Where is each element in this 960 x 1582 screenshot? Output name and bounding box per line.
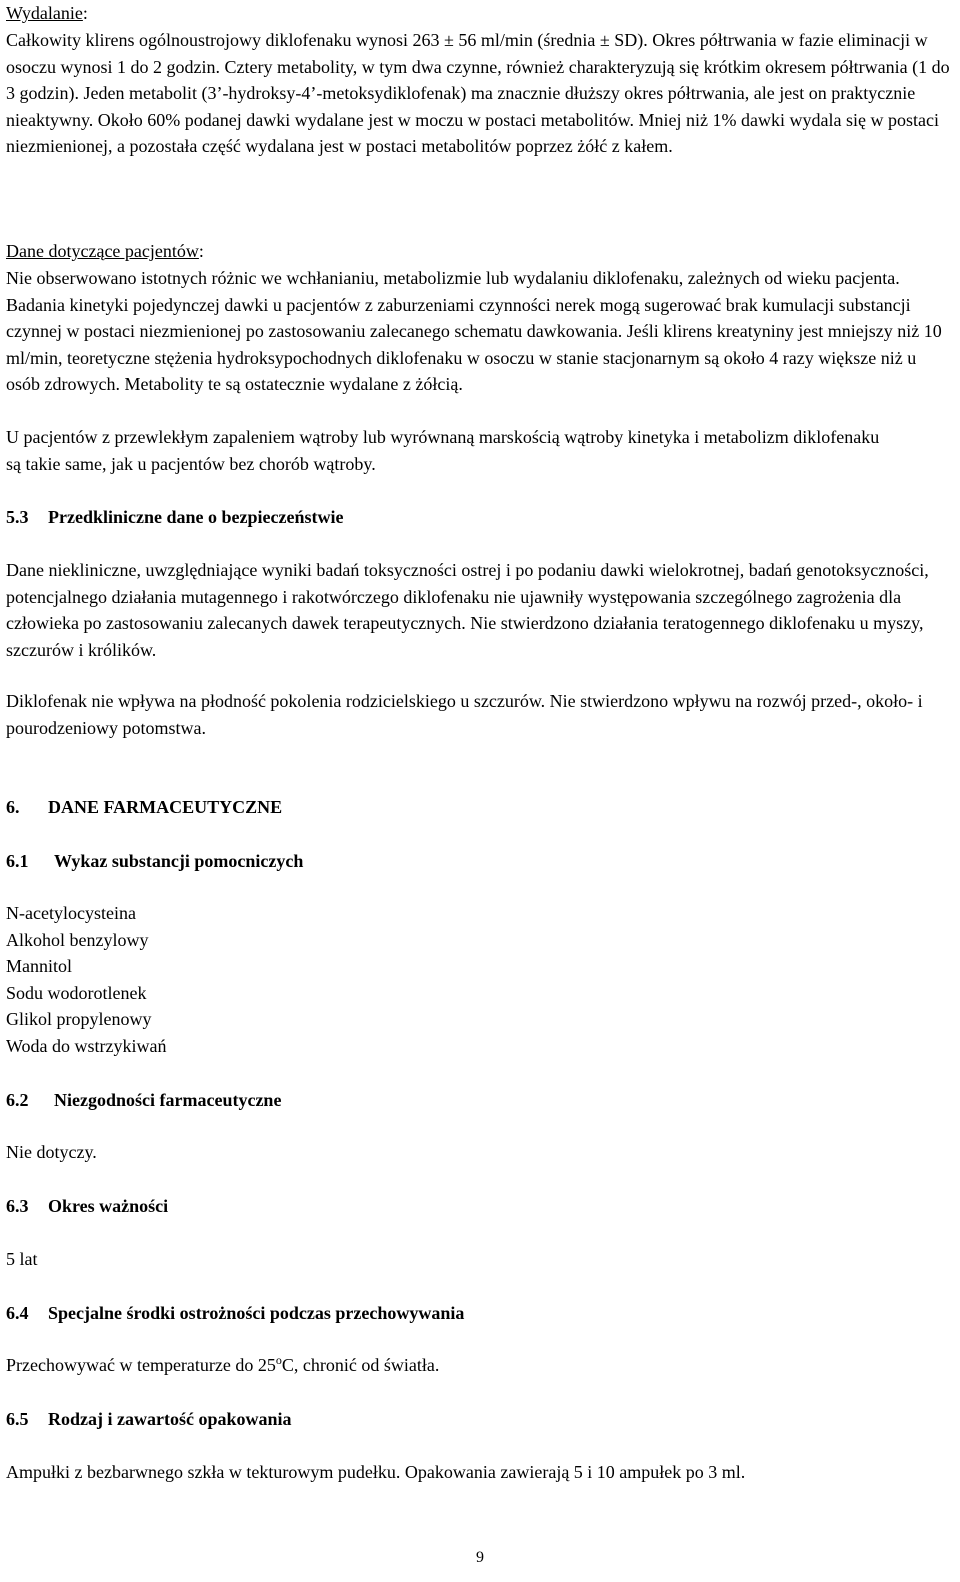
section-6-5-number: 6.5: [6, 1409, 29, 1429]
section-6-2-text: Nie dotyczy.: [6, 1142, 97, 1162]
excretion-heading-colon: :: [82, 3, 88, 23]
patients-paragraph-2: U pacjentów z przewlekłym zapaleniem wątroby lub wyrównaną marskością wątroby kinetyka i metabolizm diklofenaku są takie same, jak u pacjentów bez chorób wątroby.: [6, 427, 880, 474]
section-6-2-heading: [6, 1087, 281, 1114]
excretion-heading: [6, 0, 88, 27]
section-6-5-title: Rodzaj i zawartość opakowania: [48, 1409, 292, 1429]
section-6-4-title: Specjalne środki ostrożności podczas przechowywania: [48, 1303, 465, 1323]
section-6-2-title: Niezgodności farmaceutyczne: [54, 1090, 282, 1110]
section-5-3-paragraph-2: Diklofenak nie wpływa na płodność pokolenia rodzicielskiego u szczurów. Nie stwierdzono wpływu na rozwój przed-, około- i pourodzeniowy potomstwa.: [6, 691, 923, 738]
list-item: Mannitol: [6, 956, 72, 977]
section-6-4-heading: [6, 1300, 464, 1327]
section-6-3-text: 5 lat: [6, 1249, 38, 1269]
excipients-list: [6, 900, 167, 1060]
section-5-3-number: 5.3: [6, 507, 29, 527]
section-5-3-heading: [6, 504, 343, 531]
section-6-1-heading: [6, 848, 303, 875]
section-6-3-title: Okres ważności: [48, 1196, 169, 1216]
section-6-number: 6.: [6, 797, 20, 817]
list-item: Glikol propylenowy: [6, 1009, 152, 1030]
section-6-5-heading: [6, 1406, 292, 1433]
patients-heading: [6, 238, 204, 265]
excretion-heading-text: Wydalanie: [6, 3, 83, 23]
section-6-1-title: Wykaz substancji pomocniczych: [54, 851, 304, 871]
section-6-1-number: 6.1: [6, 851, 29, 871]
patients-heading-text: Dane dotyczące pacjentów: [6, 241, 199, 261]
list-item: N-acetylocysteina: [6, 903, 136, 923]
section-6-2-number: 6.2: [6, 1090, 29, 1110]
patients-paragraph-1: Nie obserwowano istotnych różnic we wchłanianiu, metabolizmie lub wydalaniu diklofenaku, zależnych od wieku pacjenta. Badania kinetyki pojedynczej dawki u pacjentów z zaburzeniami czynności nerek mogą sugerować brak kumulacji substancji czynnej w postaci niezmienionej po zastosowaniu zalecanego schematu dawkowania. Jeśli klirens kreatyniny jest mniejszy niż 10 ml/min, teoretyczne stężenia hydroksypochodnych diklofenaku w osoczu w stanie stacjonarnym są około 4 razy większe niż u osób zdrowych. Metabolity te są ostatecznie wydalane z żółcią.: [6, 268, 942, 395]
section-6-4-number: 6.4: [6, 1303, 29, 1323]
storage-text-after: C, chronić od światła.: [281, 1355, 440, 1375]
degree-superscript: o: [275, 1353, 282, 1367]
section-6-3-heading: [6, 1193, 168, 1220]
section-6-4-text: [6, 1352, 439, 1379]
storage-text-before: Przechowywać w temperaturze do 25: [6, 1355, 276, 1375]
section-6-3-number: 6.3: [6, 1196, 29, 1216]
section-5-3-title: Przedkliniczne dane o bezpieczeństwie: [48, 507, 344, 527]
list-item: Sodu wodorotlenek: [6, 982, 147, 1003]
section-6-title: DANE FARMACEUTYCZNE: [48, 797, 283, 817]
page-number: 9: [476, 1549, 484, 1566]
section-5-3-paragraph-1: Dane niekliniczne, uwzględniające wyniki badań toksyczności ostrej i po podaniu dawki wielokrotnej, badań genotoksyczności, potencjalnego działania mutagennego i rakotwórczego diklofenaku nie ujawniły występowania szczególnego zagrożenia dla człowieka po zastosowaniu zalecanych dawek terapeutycznych. Nie stwierdzono działania teratogennego diklofenaku u myszy, szczurów i królików.: [6, 560, 929, 660]
section-6-heading: [6, 794, 282, 821]
list-item: Alkohol benzylowy: [6, 929, 149, 950]
patients-heading-colon: :: [198, 241, 204, 261]
list-item: Woda do wstrzykiwań: [6, 1035, 167, 1056]
excretion-paragraph: Całkowity klirens ogólnoustrojowy diklofenaku wynosi 263 ± 56 ml/min (średnia ± SD). Okres półtrwania w fazie eliminacji w osoczu wynosi 1 do 2 godzin. Cztery metabolity, w tym dwa czynne, również charakteryzują się krótkim okresem półtrwania (1 do 3 godzin). Jeden metabolit (3’-hydroksy-4’-metoksydiklofenak) ma znacznie dłuższy okres półtrwania, ale jest on praktycznie nieaktywny. Około 60% podanej dawki wydalane jest w moczu w postaci metabolitów. Mniej niż 1% dawki wydala się w postaci niezmienionej, a pozostała część wydalana jest w postaci metabolitów poprzez żółć z kałem.: [6, 30, 950, 157]
section-6-5-text: Ampułki z bezbarwnego szkła w tekturowym pudełku. Opakowania zawierają 5 i 10 ampułek po 3 ml.: [6, 1462, 746, 1482]
